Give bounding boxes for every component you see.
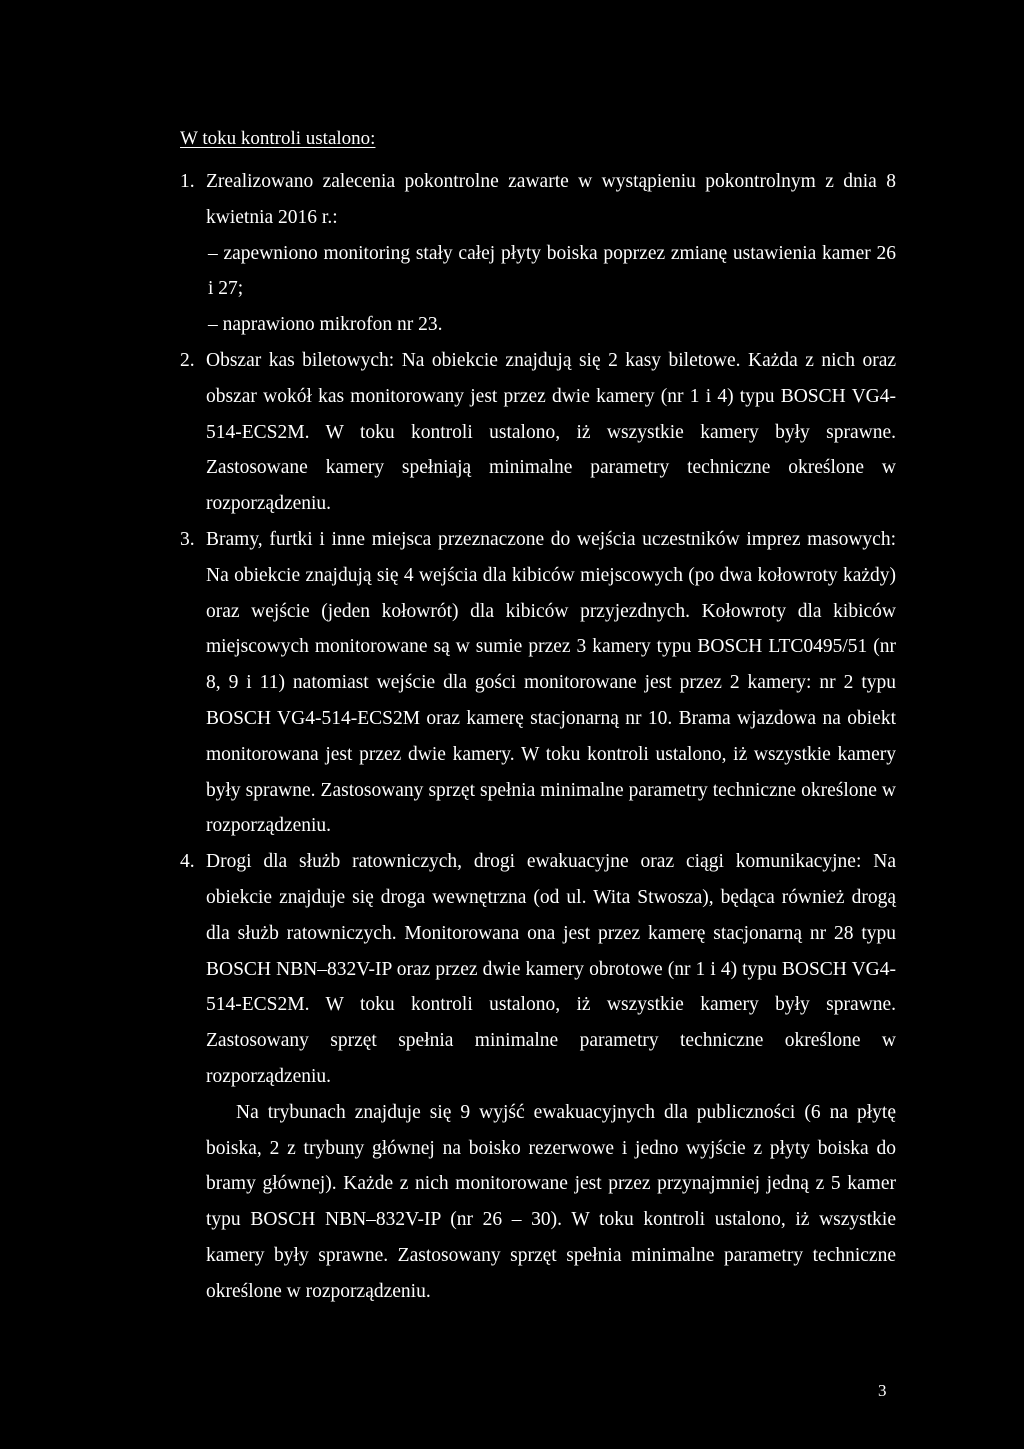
- item-number: 2.: [180, 349, 195, 371]
- list-item-4: [180, 844, 896, 1095]
- findings-list: [180, 164, 896, 1310]
- section-heading: W toku kontroli ustalono:: [180, 128, 376, 149]
- page-number: 3: [878, 1381, 887, 1400]
- list-item-3: [180, 522, 896, 844]
- list-item-2: [180, 343, 896, 522]
- item-body: Obszar kas biletowych: Na obiekcie znajdują się 2 kasy biletowe. Każda z nich oraz obszar wokół kas monitorowany jest przez dwie kamery (nr 1 i 4) typu BOSCH VG4-514-ECS2M. W toku kontroli ustalono, iż wszystkie kamery były sprawne. Zastosowane kamery spełniają minimalne parametry techniczne określone w rozporządzeniu.: [206, 349, 896, 515]
- closing-paragraph: Na trybunach znajduje się 9 wyjść ewakuacyjnych dla publiczności (6 na płytę boiska, 2 z trybuny głównej na boisko rezerwowe i jedno wyjście z płyty boiska do bramy głównej). Każde z nich monitorowane jest przez przynajmniej jedną z 5 kamer typu BOSCH NBN–832V-IP (nr 26 – 30). W toku kontroli ustalono, iż wszystkie kamery były sprawne. Zastosowany sprzęt spełnia minimalne parametry techniczne określone w rozporządzeniu.: [206, 1101, 896, 1302]
- item-number: 4.: [180, 851, 195, 873]
- item-body: [206, 164, 896, 343]
- item-number: 3.: [180, 528, 195, 550]
- item-text: Zrealizowano zalecenia pokontrolne zawarte w wystąpieniu pokontrolnym z dnia 8 kwietnia 2016 r.:: [206, 171, 896, 228]
- item-body: Bramy, furtki i inne miejsca przeznaczone do wejścia uczestników imprez masowych: Na obiekcie znajdują się 4 wejścia dla kibiców miejscowych (po dwa kołowroty każdy) oraz wejście (jeden kołowrót) dla kibiców przyjezdnych. Kołowroty dla kibiców miejscowych monitorowane są w sumie przez 3 kamery typu BOSCH LTC0495/51 (nr 8, 9 i 11) natomiast wejście dla gości monitorowane jest przez 2 kamery: nr 2 typu BOSCH VG4-514-ECS2M oraz kamerę stacjonarną nr 10. Brama wjazdowa na obiekt monitorowana jest przez dwie kamery. W toku kontroli ustalono, iż wszystkie kamery były sprawne. Zastosowany sprzęt spełnia minimalne parametry techniczne określone w rozporządzeniu.: [206, 528, 896, 837]
- sub-item: – naprawiono mikrofon nr 23.: [208, 314, 443, 336]
- sub-item: – zapewniono monitoring stały całej płyty boiska poprzez zmianę ustawienia kamer 26 i 27;: [208, 242, 896, 300]
- item-body: Drogi dla służb ratowniczych, drogi ewakuacyjne oraz ciągi komunikacyjne: Na obiekcie znajduje się droga wewnętrzna (od ul. Wita Stwosza), będąca również drogą dla służb ratowniczych. Monitorowana ona jest przez kamerę stacjonarną nr 28 typu BOSCH NBN–832V-IP oraz przez dwie kamery obrotowe (nr 1 i 4) typu BOSCH VG4-514-ECS2M. W toku kontroli ustalono, iż wszystkie kamery były sprawne. Zastosowany sprzęt spełnia minimalne parametry techniczne określone w rozporządzeniu.: [206, 851, 896, 1087]
- list-item-1: [180, 164, 896, 343]
- item-number: 1.: [180, 171, 195, 192]
